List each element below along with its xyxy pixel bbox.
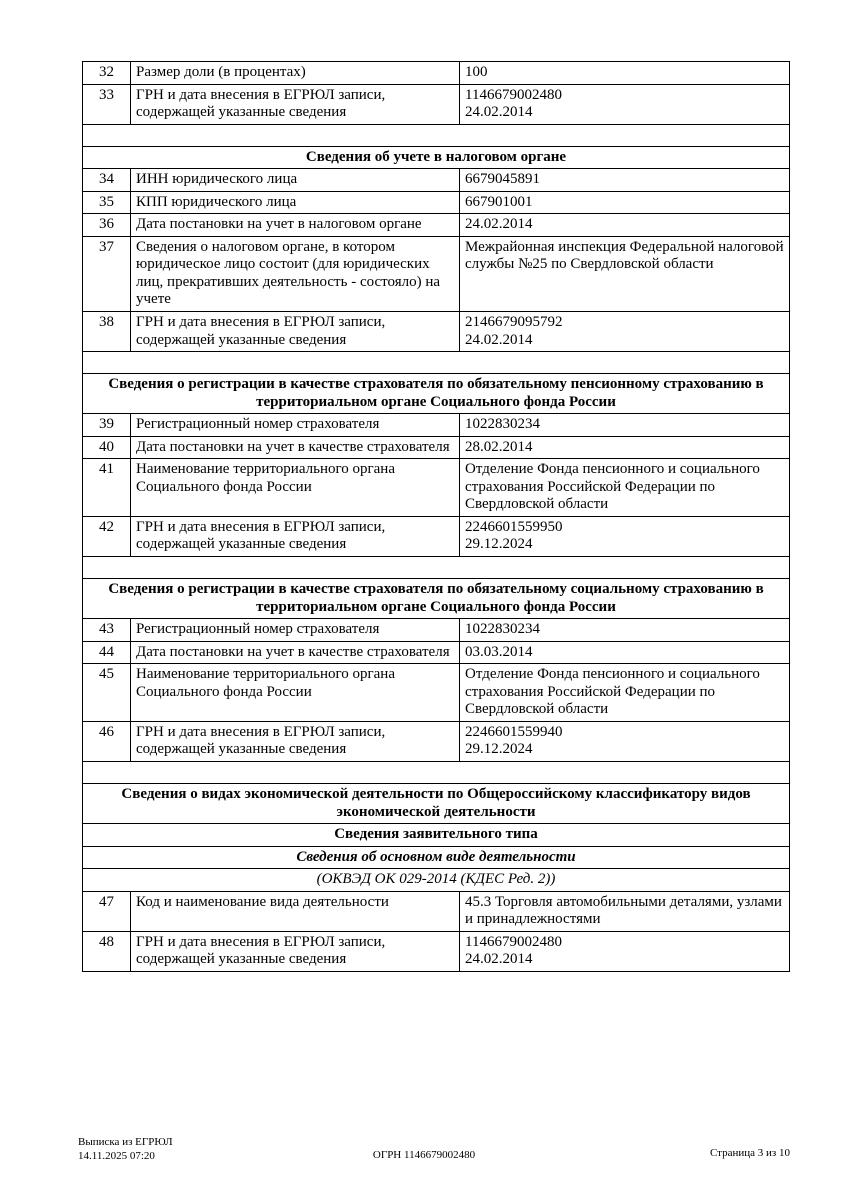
table-row bbox=[83, 931, 790, 971]
table-row bbox=[83, 414, 790, 437]
table-row bbox=[83, 641, 790, 664]
row-value bbox=[460, 169, 790, 192]
row-number: 36 bbox=[83, 214, 131, 237]
row-value bbox=[460, 214, 790, 237]
spacer-row bbox=[83, 124, 790, 146]
row-label: Дата постановки на учет в качестве страхователя bbox=[131, 641, 460, 664]
section-header: Сведения заявительного типа bbox=[83, 824, 790, 847]
table-row bbox=[83, 62, 790, 85]
row-label: Регистрационный номер страхователя bbox=[131, 414, 460, 437]
row-value-line: 2246601559940 bbox=[465, 723, 563, 740]
row-value-line: 100 bbox=[465, 64, 488, 80]
row-label: ГРН и дата внесения в ЕГРЮЛ записи, содержащей указанные сведения bbox=[131, 931, 460, 971]
row-value bbox=[460, 312, 790, 352]
section-header-row bbox=[83, 824, 790, 847]
row-label: Наименование территориального органа Социального фонда России bbox=[131, 459, 460, 517]
row-value bbox=[460, 891, 790, 931]
spacer-row bbox=[83, 352, 790, 374]
table-row bbox=[83, 516, 790, 556]
spacer-cell bbox=[83, 352, 790, 374]
row-value bbox=[460, 664, 790, 722]
footer-document-type: Выписка из ЕГРЮЛ bbox=[78, 1136, 173, 1148]
row-label: ГРН и дата внесения в ЕГРЮЛ записи, содержащей указанные сведения bbox=[131, 721, 460, 761]
row-value-line: 2146679095792 bbox=[465, 314, 563, 331]
row-label: ИНН юридического лица bbox=[131, 169, 460, 192]
section-header: Сведения о регистрации в качестве страхователя по обязательному пенсионному страхованию в территориальном органе Социального фонда России bbox=[83, 374, 790, 414]
row-value-line: 24.02.2014 bbox=[465, 331, 533, 348]
section-header-row bbox=[83, 374, 790, 414]
row-number: 40 bbox=[83, 436, 131, 459]
table-row bbox=[83, 191, 790, 214]
row-label: Размер доли (в процентах) bbox=[131, 62, 460, 85]
row-number: 38 bbox=[83, 312, 131, 352]
row-label: ГРН и дата внесения в ЕГРЮЛ записи, содержащей указанные сведения bbox=[131, 84, 460, 124]
row-number: 44 bbox=[83, 641, 131, 664]
section-header: Сведения о видах экономической деятельности по Общероссийскому классификатору видов экономической деятельности bbox=[83, 783, 790, 823]
row-value-line: Отделение Фонда пенсионного и социального страхования Российской Федерации по Свердловской области bbox=[465, 666, 760, 718]
spacer-row bbox=[83, 761, 790, 783]
row-label: КПП юридического лица bbox=[131, 191, 460, 214]
section-header: (ОКВЭД ОК 029-2014 (КДЕС Ред. 2)) bbox=[83, 869, 790, 892]
section-header-row bbox=[83, 579, 790, 619]
row-value-line: 24.02.2014 bbox=[465, 951, 533, 968]
table-row bbox=[83, 619, 790, 642]
row-value bbox=[460, 414, 790, 437]
row-value-line: Межрайонная инспекция Федеральной налоговой службы №25 по Свердловской области bbox=[465, 238, 784, 273]
row-number: 42 bbox=[83, 516, 131, 556]
row-value-line: 1022830234 bbox=[465, 416, 540, 433]
row-label: Дата постановки на учет в качестве страхователя bbox=[131, 436, 460, 459]
row-number: 41 bbox=[83, 459, 131, 517]
row-label: Регистрационный номер страхователя bbox=[131, 619, 460, 642]
row-number: 35 bbox=[83, 191, 131, 214]
row-number: 48 bbox=[83, 931, 131, 971]
table-row bbox=[83, 436, 790, 459]
row-value-line: 24.02.2014 bbox=[465, 104, 533, 121]
table-row bbox=[83, 664, 790, 722]
row-value bbox=[460, 62, 790, 85]
row-number: 45 bbox=[83, 664, 131, 722]
row-value-line: 2246601559950 bbox=[465, 518, 563, 535]
row-value bbox=[460, 191, 790, 214]
table-row bbox=[83, 312, 790, 352]
spacer-row bbox=[83, 557, 790, 579]
row-number: 33 bbox=[83, 84, 131, 124]
row-label: Дата постановки на учет в налоговом органе bbox=[131, 214, 460, 237]
spacer-cell bbox=[83, 124, 790, 146]
row-label: Сведения о налоговом органе, в котором юридическое лицо состоит (для юридических лиц, прекративших деятельность - состояло) на учете bbox=[131, 236, 460, 311]
table-row bbox=[83, 236, 790, 311]
footer-timestamp: 14.11.2025 07:20 bbox=[78, 1149, 155, 1162]
row-value-line: 1022830234 bbox=[465, 621, 540, 638]
egrul-table bbox=[82, 61, 790, 972]
row-value-line: 1146679002480 bbox=[465, 86, 562, 103]
row-label: Наименование территориального органа Социального фонда России bbox=[131, 664, 460, 722]
spacer-cell bbox=[83, 761, 790, 783]
row-value bbox=[460, 436, 790, 459]
section-header-row bbox=[83, 146, 790, 169]
row-value-line: 29.12.2024 bbox=[465, 741, 533, 758]
row-number: 43 bbox=[83, 619, 131, 642]
row-number: 37 bbox=[83, 236, 131, 311]
row-label: ГРН и дата внесения в ЕГРЮЛ записи, содержащей указанные сведения bbox=[131, 516, 460, 556]
section-header: Сведения о регистрации в качестве страхователя по обязательному социальному страхованию в территориальном органе Социального фонда России bbox=[83, 579, 790, 619]
row-value-line: 03.03.2014 bbox=[465, 643, 533, 660]
footer-ogrn: ОГРН 1146679002480 bbox=[372, 1149, 476, 1161]
row-value-line: 28.02.2014 bbox=[465, 438, 533, 455]
row-value-line: 29.12.2024 bbox=[465, 536, 533, 553]
row-value-line: 6679045891 bbox=[465, 171, 540, 188]
section-header-row bbox=[83, 869, 790, 892]
row-number: 32 bbox=[83, 62, 131, 85]
table-row bbox=[83, 169, 790, 192]
table-row bbox=[83, 721, 790, 761]
row-value-line: 24.02.2014 bbox=[465, 216, 533, 233]
row-value bbox=[460, 931, 790, 971]
row-value bbox=[460, 236, 790, 311]
row-label: Код и наименование вида деятельности bbox=[131, 891, 460, 931]
section-header: Сведения об учете в налоговом органе bbox=[83, 146, 790, 169]
row-value bbox=[460, 516, 790, 556]
footer-page-number: Страница 3 из 10 bbox=[709, 1147, 790, 1159]
row-value-line: 667901001 bbox=[465, 193, 533, 210]
row-value-line: Отделение Фонда пенсионного и социального страхования Российской Федерации по Свердловской области bbox=[465, 461, 760, 513]
row-label: ГРН и дата внесения в ЕГРЮЛ записи, содержащей указанные сведения bbox=[131, 312, 460, 352]
table-row bbox=[83, 459, 790, 517]
row-number: 47 bbox=[83, 891, 131, 931]
row-value-line: 45.3 Торговля автомобильными деталями, узлами и принадлежностями bbox=[465, 893, 782, 928]
section-header: Сведения об основном виде деятельности bbox=[83, 846, 790, 869]
table-row bbox=[83, 84, 790, 124]
row-number: 39 bbox=[83, 414, 131, 437]
section-header-row bbox=[83, 846, 790, 869]
table-row bbox=[83, 891, 790, 931]
row-number: 34 bbox=[83, 169, 131, 192]
row-value bbox=[460, 459, 790, 517]
row-value-line: 1146679002480 bbox=[465, 933, 562, 950]
row-number: 46 bbox=[83, 721, 131, 761]
row-value bbox=[460, 641, 790, 664]
row-value bbox=[460, 619, 790, 642]
row-value bbox=[460, 84, 790, 124]
spacer-cell bbox=[83, 557, 790, 579]
section-header-row bbox=[83, 783, 790, 823]
row-value bbox=[460, 721, 790, 761]
egrul-table-body bbox=[83, 62, 790, 972]
table-row bbox=[83, 214, 790, 237]
